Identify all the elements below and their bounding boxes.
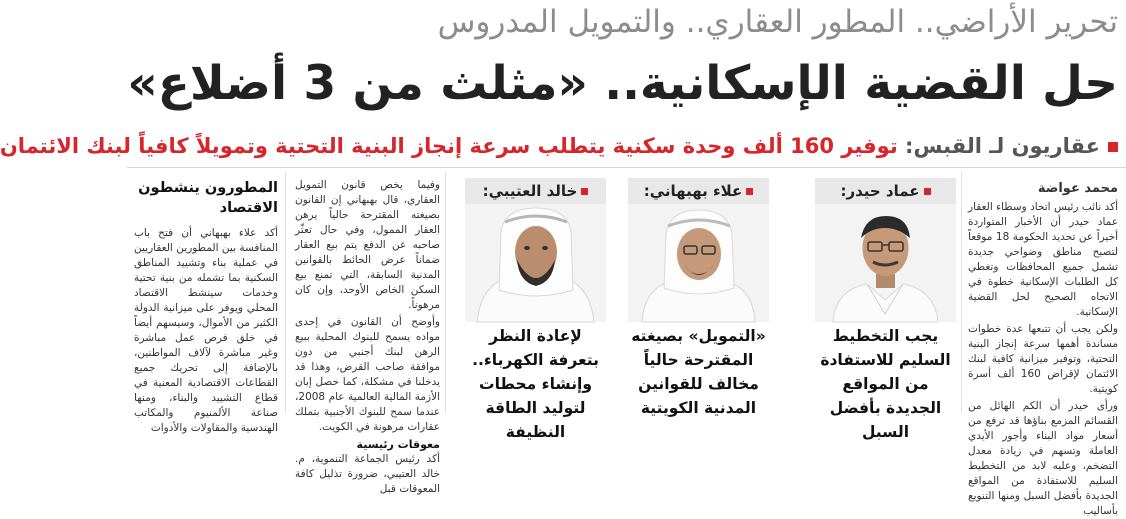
paragraph: أكد رئيس الجماعة التنموية، م. خالد العتيبي، ضرورة تذليل كافة المعوقات قبل <box>295 453 440 495</box>
paragraph: ورأى حيدر أن الكم الهائل من القسائم المزمع بناؤها قد ترفع من أسعار مواد البناء وأجور الأيدي العاملة وتسهم في زيادة معدل التضخم، وعليه لابد من التخطيط السليم للاستفادة من المواقع الجديدة بأفضل السبل ومنها التنويع بأساليب <box>968 400 1118 517</box>
card-name: علاء بهبهاني: <box>628 178 769 204</box>
kicker-title: تحرير الأراضي.. المطور العقاري.. والتمويل المدروس <box>437 4 1118 40</box>
paragraph: وأوضح أن القانون في إحدى مواده يسمح للبنوك المحلية ببيع الرهن لبنك أجنبي من دون موافقة صاحب القرض، وهذا قد يدخلنا في مشكلة، كما حصل إبان الأزمة المالية العالمية عام 2008، عندما سمح للبنوك الأجنبية بتملك عقارات مرهونة في الكويت. <box>295 316 440 433</box>
marker-icon <box>924 188 931 195</box>
card-quote: يجب التخطيط السليم للاستفادة من المواقع الجديدة بأفضل السبل <box>820 327 951 441</box>
marker-icon <box>746 188 753 195</box>
paragraph: أكد نائب رئيس اتحاد وسطاء العقار عماد حيدر أن الأخبار المتواردة أخيراً عن تحديد الحكومة 18 موقعاً لتصبح مناطق وضواحي جديدة تشمل جميع المحافظات وتغطي كل الطلبات الإسكانية خطوة في الاتجاه الصحيح لحل القضية الإسكانية. <box>968 201 1119 318</box>
section-heading: المطورون ينشطون الاقتصاد <box>138 180 278 216</box>
paragraph: وفيما يخص قانون التمويل العقاري، قال بهبهاني إن القانون بصيغته المقترحة حالياً يرهن العقار الممول، وفي حال تعثّر صاحبه عن الدفع يتم بيع العقار ضماناً عرض الحائط بالقوانين المدنية السابقة، التي تمنع بيع السكن الخاص الأوحد، وإن كان مرهوناً. <box>295 179 440 311</box>
card-name: عماد حيدر: <box>815 178 956 204</box>
portrait-photo <box>465 204 606 322</box>
portrait-photo <box>815 204 956 322</box>
byline: محمد عواضة <box>1037 181 1118 196</box>
divider <box>127 167 1126 168</box>
card-quote: «التمويل» بصيغته المقترحة حالياً مخالف للقوانين المدنية الكويتية <box>631 327 766 417</box>
subheadline <box>0 134 1118 158</box>
article-column-4 <box>295 178 440 495</box>
subheading: معوقات رئيسية <box>356 438 440 451</box>
article-column-1 <box>968 200 1119 517</box>
paragraph: ولكن يجب أن تتبعها عدة خطوات مساندة أهمها سرعة إنجاز البنية التحتية، وتوفير ميزانية كافية لبنك الائتمان لإقراض 160 ألف أسرة كويتية. <box>968 323 1118 395</box>
paragraph: أكد علاء بهبهاني أن فتح باب المنافسة بين المطورين العقاريين في عملية بناء وتشييد المناطق السكنية بما تشمله من بنية تحتية وخدمات سينشط الاقتصاد المحلي ويوفر على ميزانية الدولة الكثير من الأموال، وسيسهم أيضاً في خلق فرص عمل مباشرة وغير مباشرة لآلاف المواطنين، بالإضافة إلى تحريك جميع القطاعات الاقتصادية المعنية في قطاع التشييد والبناء، ومنها صناعة الألمنيوم والمكاتب الهندسية والمقاولات والأدوات <box>134 227 278 434</box>
quote-card-khaled-alotaibi <box>465 178 606 441</box>
column-divider <box>961 172 962 413</box>
subhead-text: توفير 160 ألف وحدة سكنية يتطلب سرعة إنجاز البنية التحتية وتمويلاً كافياً لبنك الائتمان <box>0 134 898 158</box>
column-divider <box>445 172 446 413</box>
headline: حل القضية الإسكانية.. «مثلث من 3 أضلاع» <box>127 56 1118 111</box>
card-quote: لإعادة النظر بتعرفة الكهرباء.. وإنشاء محطات لتوليد الطاقة النظيفة <box>472 327 599 441</box>
quote-card-alaa-behbehani <box>628 178 769 417</box>
column-divider <box>285 172 286 413</box>
marker-icon <box>581 188 588 195</box>
article-column-5 <box>134 178 278 434</box>
portrait-photo <box>628 204 769 322</box>
card-name: خالد العتيبي: <box>465 178 606 204</box>
quote-card-emad-haidar <box>815 178 956 441</box>
bullet-square-icon <box>1108 142 1118 152</box>
subhead-source: عقاريون لـ القبس: <box>905 134 1100 158</box>
